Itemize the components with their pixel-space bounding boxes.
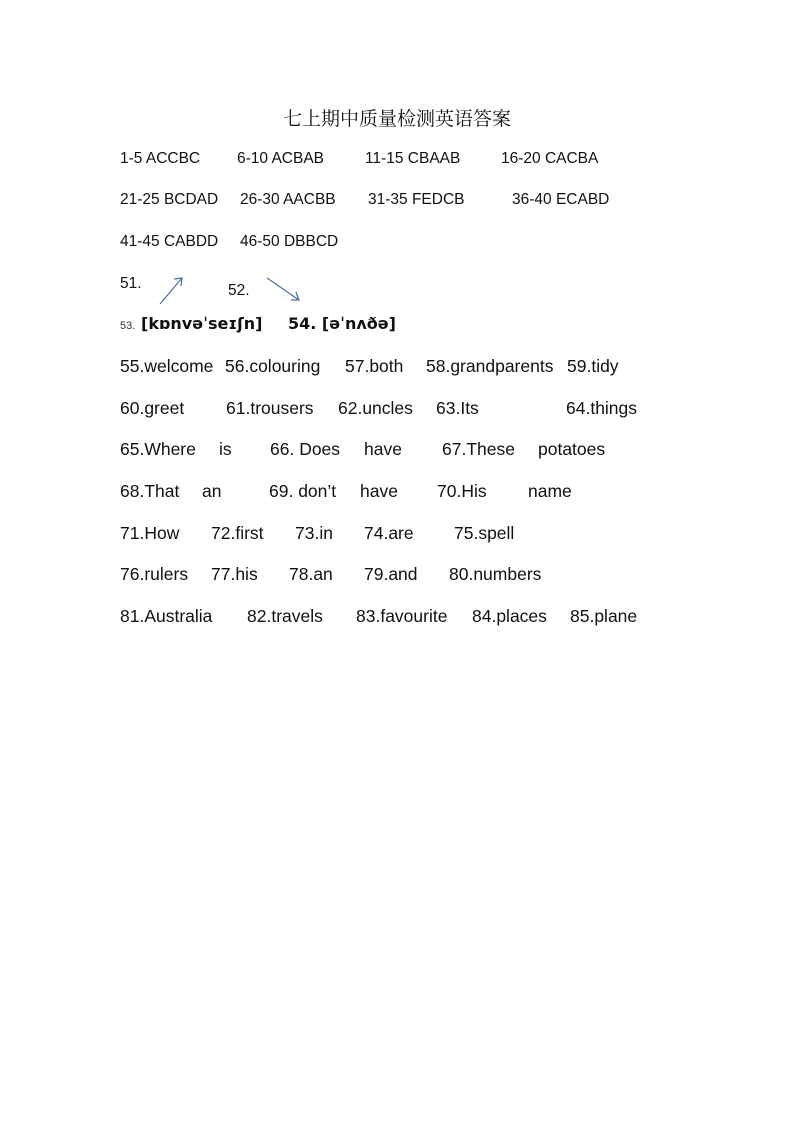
answer-item: 80.numbers [449, 564, 542, 584]
answer-item: 74.are [364, 523, 414, 543]
answer-item: have [364, 439, 402, 459]
phonetics-row [0, 314, 794, 338]
answer-row-2 [0, 398, 794, 422]
answer-row-5 [0, 523, 794, 547]
choice-row-2 [0, 191, 794, 215]
rising-arrow-icon [158, 274, 186, 306]
answer-item: have [360, 481, 398, 501]
answer-item: 82.travels [247, 606, 323, 626]
question-52-number: 52. [228, 282, 250, 299]
choice-group: 46-50 DBBCD [240, 233, 339, 250]
answer-item: 84.places [472, 606, 547, 626]
answer-item: 66. Does [270, 439, 341, 459]
answer-item: 75.spell [454, 523, 515, 543]
page-title: 七上期中质量检测英语答案 [282, 108, 511, 130]
falling-arrow-icon [265, 276, 305, 304]
answer-item: 61.trousers [226, 398, 314, 418]
choice-group: 41-45 CABDD [120, 233, 219, 250]
answer-row-3 [0, 439, 794, 463]
answer-item: 59.tidy [567, 356, 619, 376]
answer-item: 70.His [437, 481, 487, 501]
answer-item: 58.grandparents [426, 356, 554, 376]
choice-row-3 [0, 233, 794, 257]
choice-group: 1-5 ACCBC [120, 150, 201, 167]
answer-item: 63.Its [436, 398, 479, 418]
choice-group: 6-10 ACBAB [237, 150, 325, 167]
answer-item: 68.That [120, 481, 180, 501]
answer-item: an [202, 481, 222, 501]
answer-item: 72.first [211, 523, 264, 543]
answer-item: 73.in [295, 523, 333, 543]
answer-item: 60.greet [120, 398, 185, 418]
answer-item: 76.rulers [120, 564, 189, 584]
answer-item: potatoes [538, 439, 606, 459]
question-53-number: 53. [120, 320, 136, 332]
choice-group: 31-35 FEDCB [368, 191, 465, 208]
answer-row-7 [0, 606, 794, 630]
answer-row-1 [0, 356, 794, 380]
answer-item: 62.uncles [338, 398, 413, 418]
choice-group: 36-40 ECABD [512, 191, 610, 208]
question-54-ipa: 54. [əˈnʌðə] [288, 314, 396, 333]
answer-item: 77.his [211, 564, 258, 584]
answer-item: 65.Where [120, 439, 196, 459]
answer-item: 79.and [364, 564, 418, 584]
choice-group: 26-30 AACBB [240, 191, 336, 208]
choice-group: 21-25 BCDAD [120, 191, 219, 208]
answer-item: 71.How [120, 523, 180, 543]
answer-item: 57.both [345, 356, 404, 376]
question-51-number: 51. [120, 275, 142, 292]
answer-item: 67.These [442, 439, 515, 459]
answer-row-4 [0, 481, 794, 505]
answer-item: 64.things [566, 398, 638, 418]
choice-row-1 [0, 150, 794, 174]
choice-group: 16-20 CACBA [501, 150, 599, 167]
answer-item: 83.favourite [356, 606, 448, 626]
answer-item: 69. don’t [269, 481, 337, 501]
answer-item: 85.plane [570, 606, 638, 626]
answer-item: 78.an [289, 564, 333, 584]
choice-group: 11-15 CBAAB [365, 150, 461, 167]
answer-item: 56.colouring [225, 356, 321, 376]
question-53-ipa: [kɒnvəˈseɪʃn] [141, 314, 263, 333]
answer-item: name [528, 481, 572, 501]
answer-row-6 [0, 564, 794, 588]
answer-item: is [219, 439, 232, 459]
answer-item: 81.Australia [120, 606, 213, 626]
answer-item: 55.welcome [120, 356, 214, 376]
